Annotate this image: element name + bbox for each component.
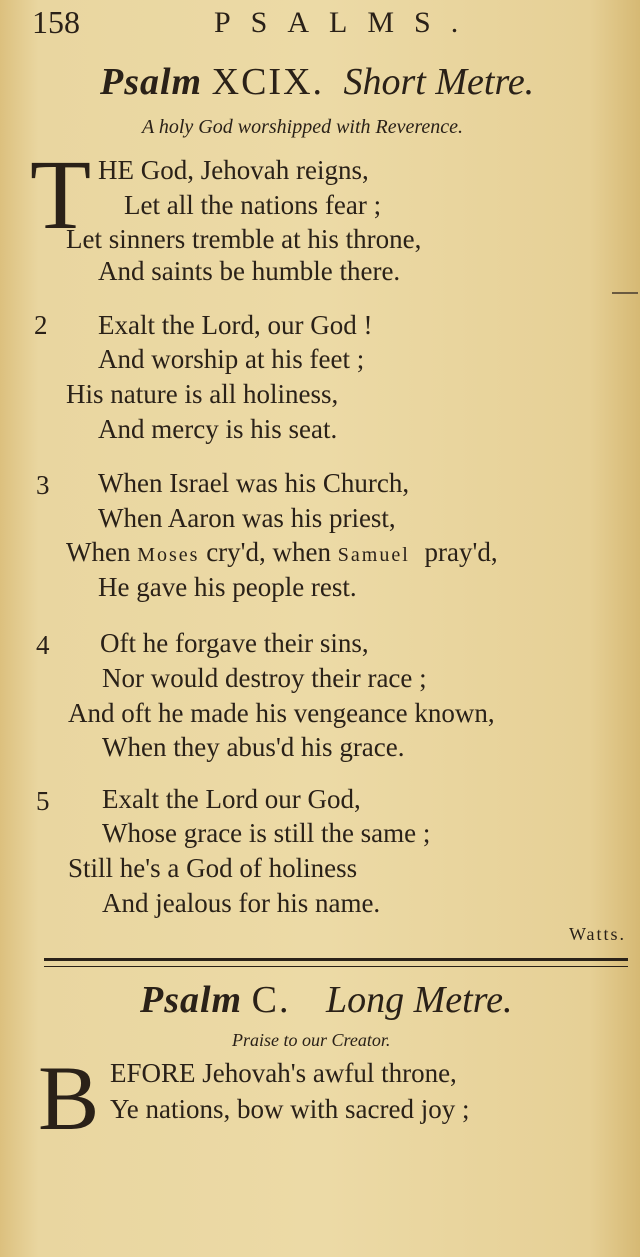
psalm-99-title-metre: Short Metre.	[343, 61, 535, 103]
verse-line: And oft he made his vengeance known,	[68, 698, 495, 728]
verse-line: Let all the nations fear ;	[124, 190, 382, 220]
verse-line: Still he's a God of holiness	[68, 853, 358, 883]
psalm-100-title-number: C.	[251, 979, 291, 1021]
verse-line: And mercy is his seat.	[98, 414, 338, 444]
psalm-100-title	[140, 978, 512, 1022]
verse-line: When Aaron was his priest,	[98, 503, 396, 533]
psalm-99-dropcap: T	[30, 139, 92, 250]
psalm-100-title-metre: Long Metre.	[325, 979, 513, 1021]
verse-line: His nature is all holiness,	[66, 379, 339, 409]
verse-line: When Israel was his Church,	[98, 468, 410, 498]
name-samuel: Samuel	[337, 544, 410, 566]
ink-mark	[612, 292, 638, 294]
verse-text: When	[66, 537, 131, 567]
psalm-99-title	[100, 60, 534, 104]
psalm-100-dropcap: B	[38, 1047, 100, 1149]
verse-line: Let sinners tremble at his throne,	[66, 224, 422, 254]
name-moses: Moses	[137, 544, 200, 566]
verse-line: And jealous for his name.	[102, 888, 381, 918]
verse-line: And saints be humble there.	[98, 256, 401, 286]
stanza-number: 4	[36, 630, 50, 660]
verse-line: When they abus'd his grace.	[102, 732, 405, 762]
verse-text: cry'd, when	[206, 537, 332, 567]
stanza-number: 2	[34, 310, 48, 340]
verse-text: pray'd,	[424, 537, 498, 567]
verse-line: Ye nations, bow with sacred joy ;	[110, 1094, 470, 1124]
verse-line: Exalt the Lord, our God !	[98, 310, 373, 340]
verse-line: Whose grace is still the same ;	[102, 818, 431, 848]
verse-line	[66, 537, 498, 568]
psalm-99-argument: A holy God worshipped with Reverence.	[142, 116, 464, 138]
verse-line: Exalt the Lord our God,	[102, 784, 361, 814]
verse-line: HE God, Jehovah reigns,	[98, 155, 369, 185]
stanza-number: 3	[36, 470, 50, 500]
psalm-100-title-blackletter: Psalm	[140, 979, 243, 1021]
verse-line: EFORE Jehovah's awful throne,	[110, 1058, 457, 1088]
verse-line: He gave his people rest.	[98, 572, 357, 602]
running-title: PSALMS.	[214, 6, 479, 39]
verse-line: Nor would destroy their race ;	[102, 663, 427, 693]
verse-line: Oft he forgave their sins,	[100, 628, 369, 658]
psalm-99-title-number: XCIX.	[211, 61, 325, 103]
psalm-100-argument: Praise to our Creator.	[232, 1030, 391, 1050]
author-attribution: Watts.	[568, 924, 626, 944]
stanza-number: 5	[36, 786, 50, 816]
page-number: 158	[32, 4, 80, 40]
section-divider	[44, 958, 628, 967]
verse-line: And worship at his feet ;	[98, 344, 365, 374]
psalm-99-title-blackletter: Psalm	[100, 61, 203, 103]
